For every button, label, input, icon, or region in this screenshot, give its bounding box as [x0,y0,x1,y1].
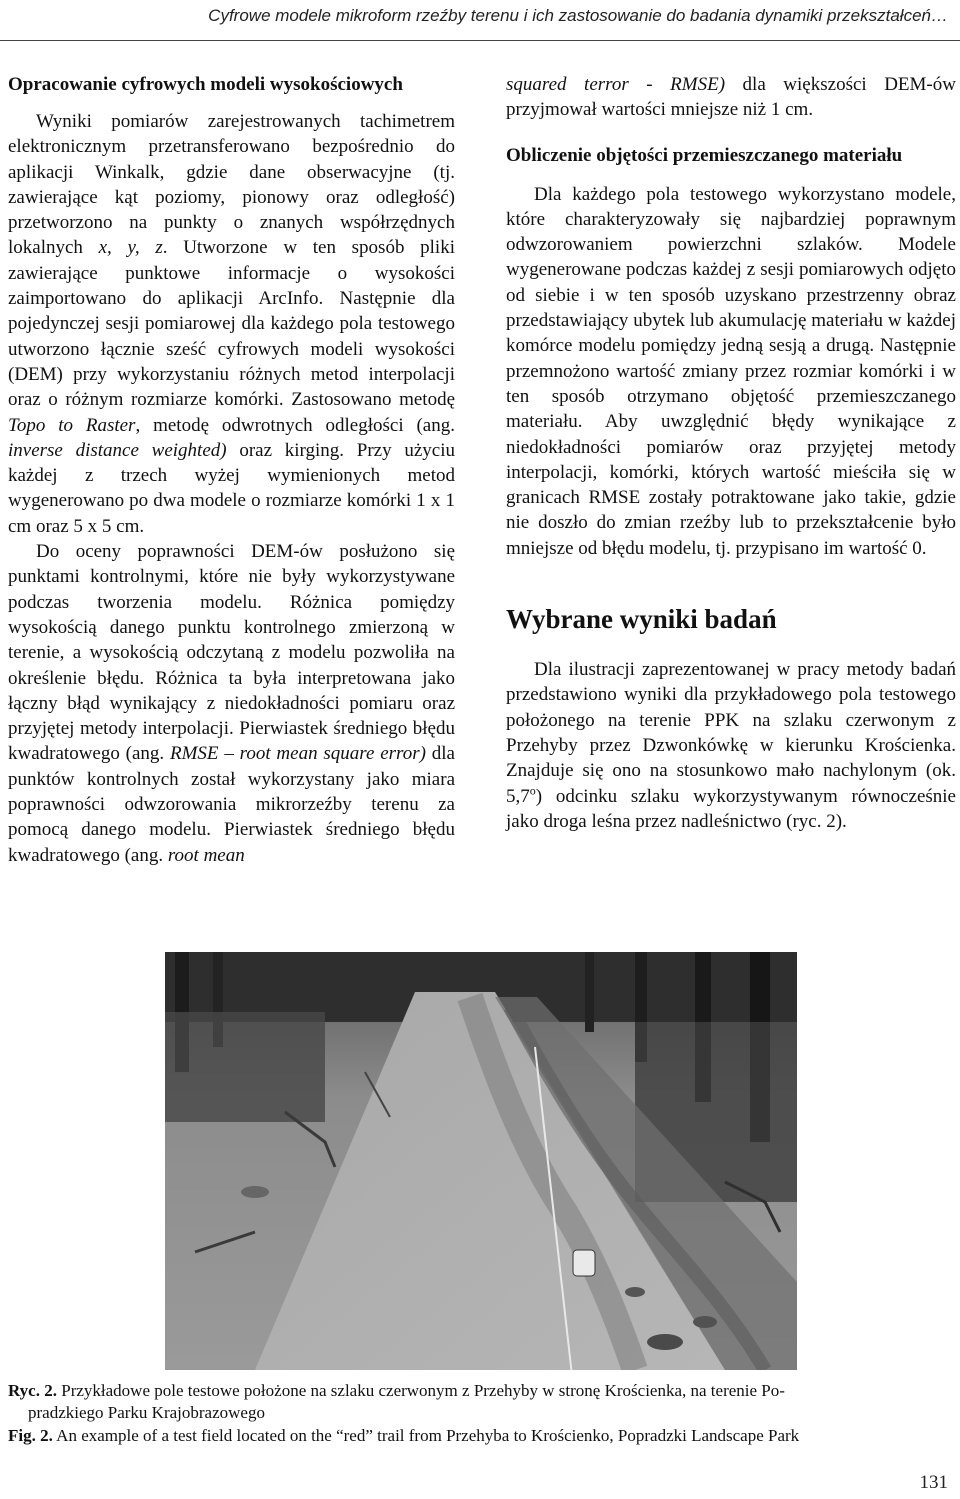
running-title: Cyfrowe modele mikroform rzeźby terenu i ich zastosowanie do badania dynamiki przekształceń… [208,6,948,25]
figure-caption [8,1380,953,1448]
paragraph-results: Dla ilustracji zaprezentowanej w pracy metody badań przedstawiono wyniki dla przykładowego pola testowego położonego na terenie PPK na szlaku czerwonym z Przehyby przez Dzwonkówkę w kierunku Krościenka. Znajduje się ono na stosunkowo mało nachylonym (ok. 5,7$^o$) odcinku szlaku wykorzystywanym równocześnie jako droga leśna przez nadleśnictwo (ryc. 2). [506,659,956,832]
caption-polish: Ryc. 2. Przykładowe pole testowe położone na szlaku czerwonym z Przehyby w stronę Krościenka, na terenie Po- pradzkiego Parku Krajobrazowego [8,1381,785,1422]
paragraph-dem-methods: Wyniki pomiarów zarejestrowanych tachimetrem elektronicznym przetransferowano bezpośrednio do aplikacji Winkalk, gdzie dane obserwacyjne (tj. zawierające kąt poziomy, pionowy oraz odległość) przetworzono na punkty o znanych współrzędnych lokalnych x, y, z. Utworzone w ten sposób pliki zawierające punktowe informacje o wysokości zaimportowano do aplikacji ArcInfo. Następnie dla pojedynczej sesji pomiarowej dla każdego pola testowego utworzono łącznie sześć cyfrowych modeli wysokości (DEM) przy wykorzystaniu różnych metod interpolacji oraz o różnym rozmiarze komórki. Zastosowano metodę Topo to Raster, metodę odwrotnych odległości (ang. inverse distance weighted) oraz kirging. Przy użyciu każdej z trzech wyżej wymienionych metod wygenerowano po dwa modele o rozmiarze komórki 1 x 1 cm oraz 5 x 5 cm. [8,111,455,537]
caption-english: Fig. 2. An example of a test field located on the “red” trail from Przehyba to Krościenko, Popradzki Landscape Park [8,1426,800,1445]
left-column [8,72,455,868]
paragraph-rmse-continued: squared terror - RMSE) dla większości DEM-ów przyjmował wartości mniejsze niż 1 cm. [506,74,956,121]
paragraph-volume: Dla każdego pola testowego wykorzystano modele, które charakteryzowały się najbardziej poprawnym odwzorowaniem powierzchni szlaków. Modele wygenerowane podczas każdej z sesji pomiarowych odjęto od siebie i w ten sposób uzyskano przestrzenny obraz przedstawiający ubytek lub akumulację materiału w każdej komórce modelu pomiędzy jedną sesją a drugą. Następnie przemnożono wartość zmiany przez rozmiar komórki i w ten sposób otrzymano objętość przemieszczanego materiału. Aby uwzględnić błędy wynikające z niedokładności pomiarów oraz przyjętej metody interpolacji, komórki, których wartość mieściła się w granicach RMSE zostały potraktowane jako takie, gdzie nie doszło do zmian rzeźby lub to przekształcenie było mniejsze od błędu modelu, tj. przypisano im wartość 0. [506,183,956,559]
figure-trail-photo [165,952,797,1370]
running-header [0,0,960,41]
trail-photo-illustration [165,952,797,1370]
section-subheading-volume: Obliczenie objętości przemieszczanego materiału [506,144,903,166]
right-column [506,72,956,834]
section-subheading-dem: Opracowanie cyfrowych modeli wysokościowych [8,74,403,95]
page-number: 131 [919,1472,948,1493]
section-title-results: Wybrane wyniki badań [506,604,777,635]
paragraph-dem-validation: Do oceny poprawności DEM-ów posłużono się punktami kontrolnymi, które nie były wykorzystywane podczas tworzenia modelu. Różnica pomiędzy wysokością danego punktu kontrolnego zmierzoną w terenie, a wysokością odczytaną z modelu pozwoliła na określenie błędu. Różnica ta była interpretowana jako łączny błąd wynikający z niedokładności pomiaru oraz przyjętej metody interpolacji. Pierwiastek średniego błędu kwadratowego (ang. RMSE – root mean square error) dla punktów kontrolnych został wykorzystany jako miara poprawności odwzorowania mikrorzeźby terenu za pomocą danego modelu. Pierwiastek średniego błędu kwadratowego (ang. root mean [8,541,455,866]
